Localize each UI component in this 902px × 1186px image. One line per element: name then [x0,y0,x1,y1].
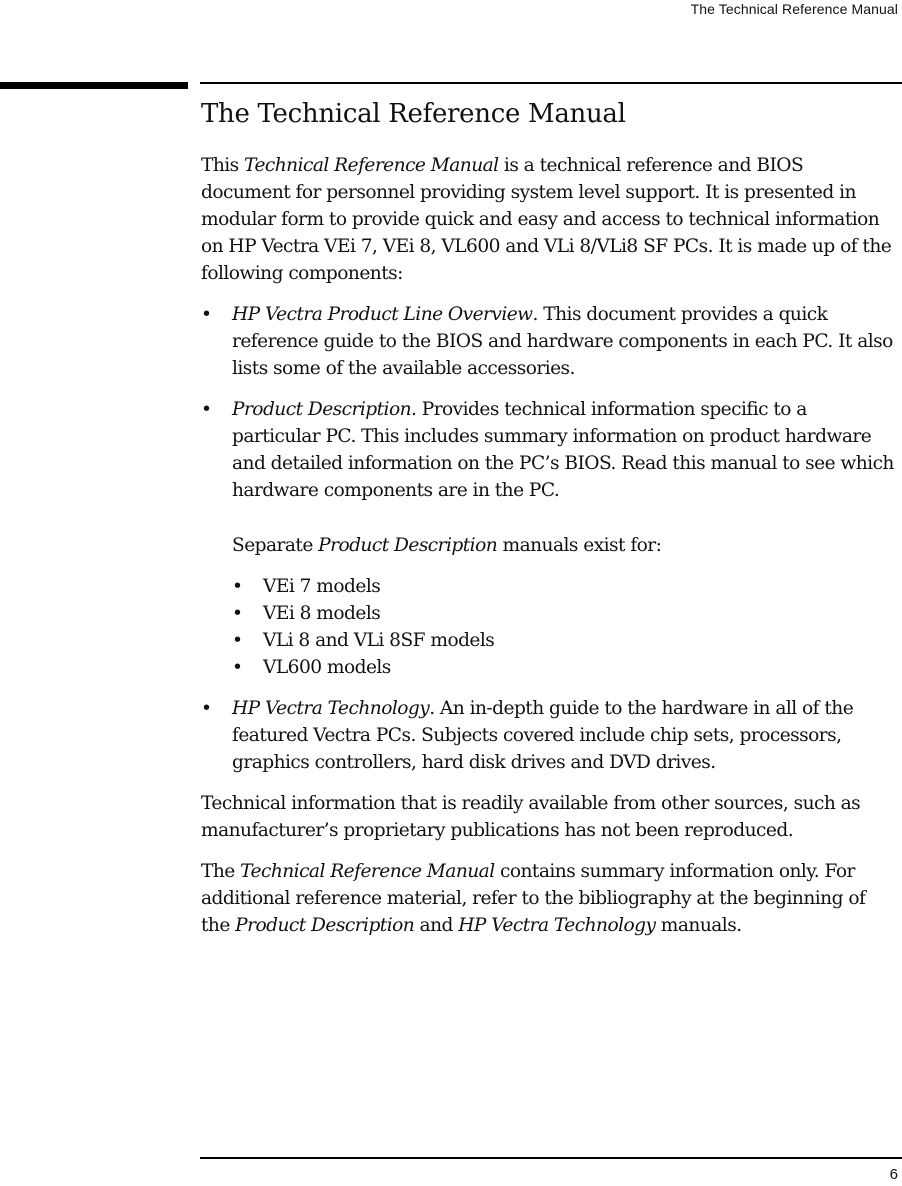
closing-paragraph: The Technical Reference Manual contains summary information only. For additional reference material, refer to the bibliography at the beginning of the Product Description and HP Vectra Technology manuals. [201,861,866,936]
list-item: • HP Vectra Technology. An in-depth guide to the hardware in all of the featured Vectra PCs. Subjects covered include chip sets, processors, graphics controllers, hard disk drives and DVD drives. [201,695,897,776]
separate-note: Separate Product Description manuals exist for: [232,535,662,556]
component-name: HP Vectra Product Line Overview [232,304,533,325]
section-marker-bar [0,82,188,89]
running-header: The Technical Reference Manual [690,1,898,17]
model-item: • VLi 8 and VLi 8SF models [232,627,897,654]
main-content [201,96,897,953]
page-number: 6 [889,1166,898,1183]
list-item: • HP Vectra Product Line Overview. This document provides a quick reference guide to the BIOS and hardware components in each PC. It also lists some of the available accessories. [201,301,897,382]
components-list [201,301,897,776]
list-item: • Product Description. Provides technical information specific to a particular PC. This includes summary information on product hardware and detailed information on the PC’s BIOS. Read this manual to see which hardware components are in the PC. Separate Product Description manuals exist for: • VEi 7 models • VEi 8 models • VLi 8 and VLi 8SF models • VL600 models [201,396,897,681]
model-item: • VL600 models [232,654,897,681]
intro-paragraph: This Technical Reference Manual is a technical reference and BIOS document for personnel providing system level support. It is presented in modular form to provide quick and easy and access to technical information on HP Vectra VEi 7, VEi 8, VL600 and VLi 8/VLi8 SF PCs. It is made up of the following components: [201,155,892,284]
model-item: • VEi 7 models [232,573,897,600]
sources-paragraph: Technical information that is readily available from other sources, such as manufacturer’s proprietary publications has not been reproduced. [201,793,861,841]
model-item: • VEi 8 models [232,600,897,627]
component-name: Product Description [232,399,412,420]
footer-rule [200,1157,902,1159]
manual-name: Technical Reference Manual [244,155,499,176]
header-rule [200,82,902,84]
models-list [232,573,897,681]
component-name: HP Vectra Technology [232,698,430,719]
page-title: The Technical Reference Manual [201,99,626,129]
